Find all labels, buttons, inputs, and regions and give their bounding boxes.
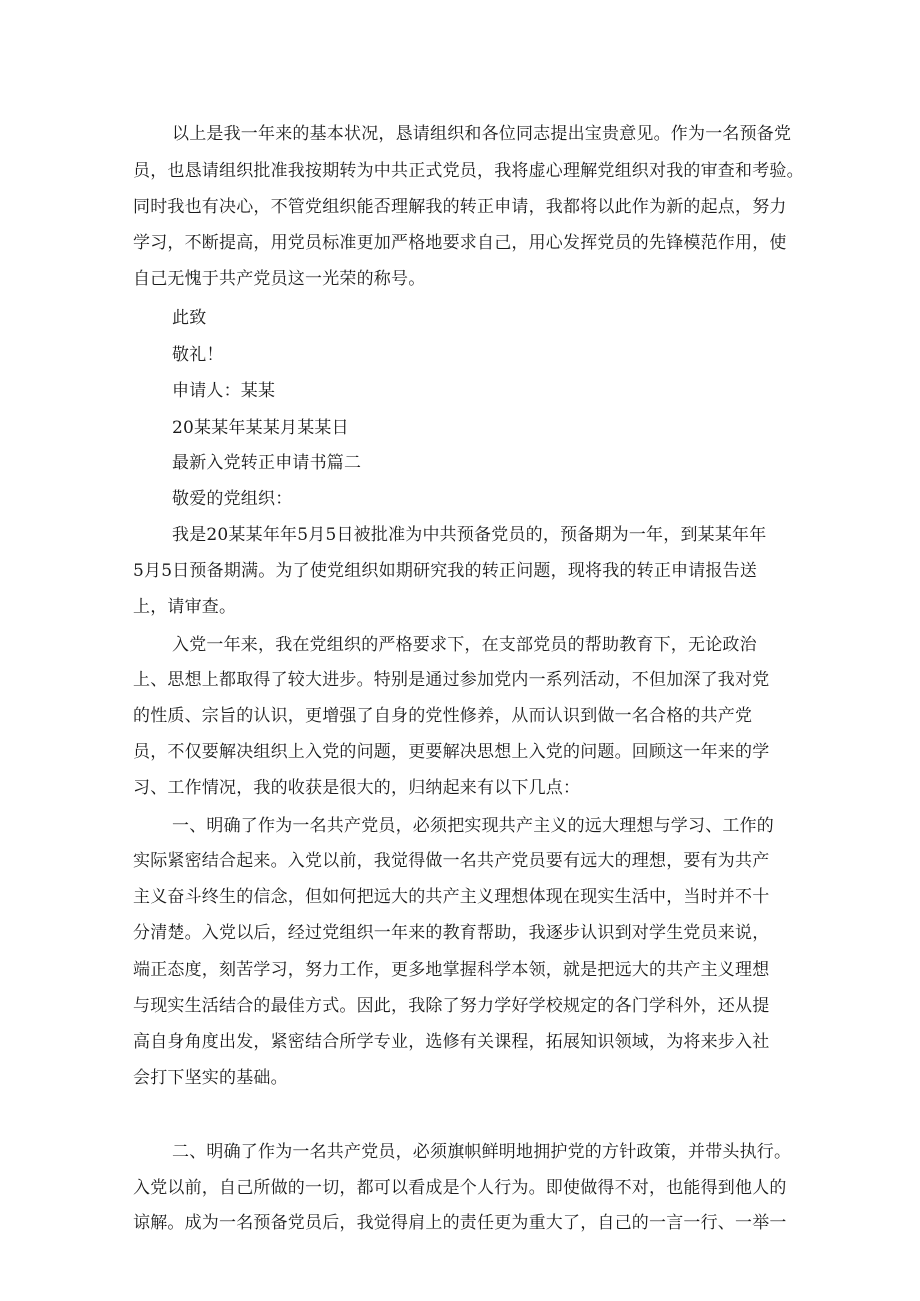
- paragraph3-line-5: 习、工作情况，我的收获是很大的，归纳起来有以下几点：: [133, 778, 581, 798]
- paragraph4-line-2: 实际紧密结合起来。入党以前，我觉得做一名共产党员要有远大的理想，要有为共产: [133, 851, 770, 871]
- section-title: 最新入党转正申请书篇二: [172, 453, 362, 473]
- paragraph4-line-6: 与现实生活结合的最佳方式。因此，我除了努力学好学校规定的各门学科外，还从提: [133, 996, 770, 1016]
- paragraph3-line-3: 的性质、宗旨的认识，更增强了自身的党性修养，从而认识到做一名合格的共产党: [133, 706, 753, 726]
- date-line: 20某某年某某月某某日: [172, 418, 349, 438]
- paragraph2-line-2: 5月5日预备期满。为了使党组织如期研究我的转正问题，现将我的转正申请报告送: [133, 561, 758, 581]
- paragraph1-line-1: 以上是我一年来的基本状况，恳请组织和各位同志提出宝贵意见。作为一名预备党: [172, 124, 792, 144]
- respect-line: 敬礼！: [172, 345, 224, 365]
- paragraph2-line-1: 我是20某某年年5月5日被批准为中共预备党员的，预备期为一年，到某某年年: [172, 525, 767, 545]
- applicant-line: 申请人：某某: [172, 381, 276, 401]
- salutation: 此致: [172, 308, 207, 328]
- paragraph1-line-5: 自己无愧于共产党员这一光荣的称号。: [133, 269, 426, 289]
- paragraph2-line-3: 上，请审查。: [133, 597, 237, 617]
- paragraph4-line-5: 端正态度，刻苦学习，努力工作，更多地掌握科学本领，就是把远大的共产主义理想: [133, 960, 770, 980]
- paragraph5-line-3: 谅解。成为一名预备党员后，我觉得肩上的责任更为重大了，自己的一言一行、一举一: [133, 1213, 787, 1233]
- paragraph4-line-1: 一、明确了作为一名共产党员，必须把实现共产主义的远大理想与学习、工作的: [172, 816, 774, 836]
- paragraph4-line-3: 主义奋斗终生的信念，但如何把远大的共产主义理想体现在现实生活中，当时并不十: [133, 887, 770, 907]
- paragraph5-line-1: 二、明确了作为一名共产党员，必须旗帜鲜明地拥护党的方针政策，并带头执行。: [172, 1142, 792, 1162]
- paragraph4-line-4: 分清楚。入党以后，经过党组织一年来的教育帮助，我逐步认识到对学生党员来说，: [133, 923, 770, 943]
- paragraph1-line-4: 学习，不断提高，用党员标准更加严格地要求自己，用心发挥党员的先锋模范作用，使: [133, 233, 787, 253]
- paragraph1-line-3: 同时我也有决心，不管党组织能否理解我的转正申请，我都将以此作为新的起点，努力: [133, 197, 787, 217]
- greeting: 敬爱的党组织：: [172, 489, 293, 509]
- paragraph3-line-4: 员，不仅要解决组织上入党的问题，更要解决思想上入党的问题。回顾这一年来的学: [133, 742, 770, 762]
- paragraph4-line-8: 会打下坚实的基础。: [133, 1068, 288, 1088]
- paragraph3-line-1: 入党一年来，我在党组织的严格要求下，在支部党员的帮助教育下，无论政治: [172, 635, 757, 655]
- paragraph5-line-2: 入党以前，自己所做的一切，都可以看成是个人行为。即使做得不对，也能得到他人的: [133, 1178, 787, 1198]
- paragraph3-line-2: 上、思想上都取得了较大进步。特别是通过参加党内一系列活动，不但加深了我对党: [133, 670, 770, 690]
- paragraph1-line-2: 员，也恳请组织批准我按期转为中共正式党员，我将虚心理解党组织对我的审查和考验。: [133, 161, 804, 181]
- paragraph4-line-7: 高自身角度出发，紧密结合所学专业，选修有关课程，拓展知识领域，为将来步入社: [133, 1032, 770, 1052]
